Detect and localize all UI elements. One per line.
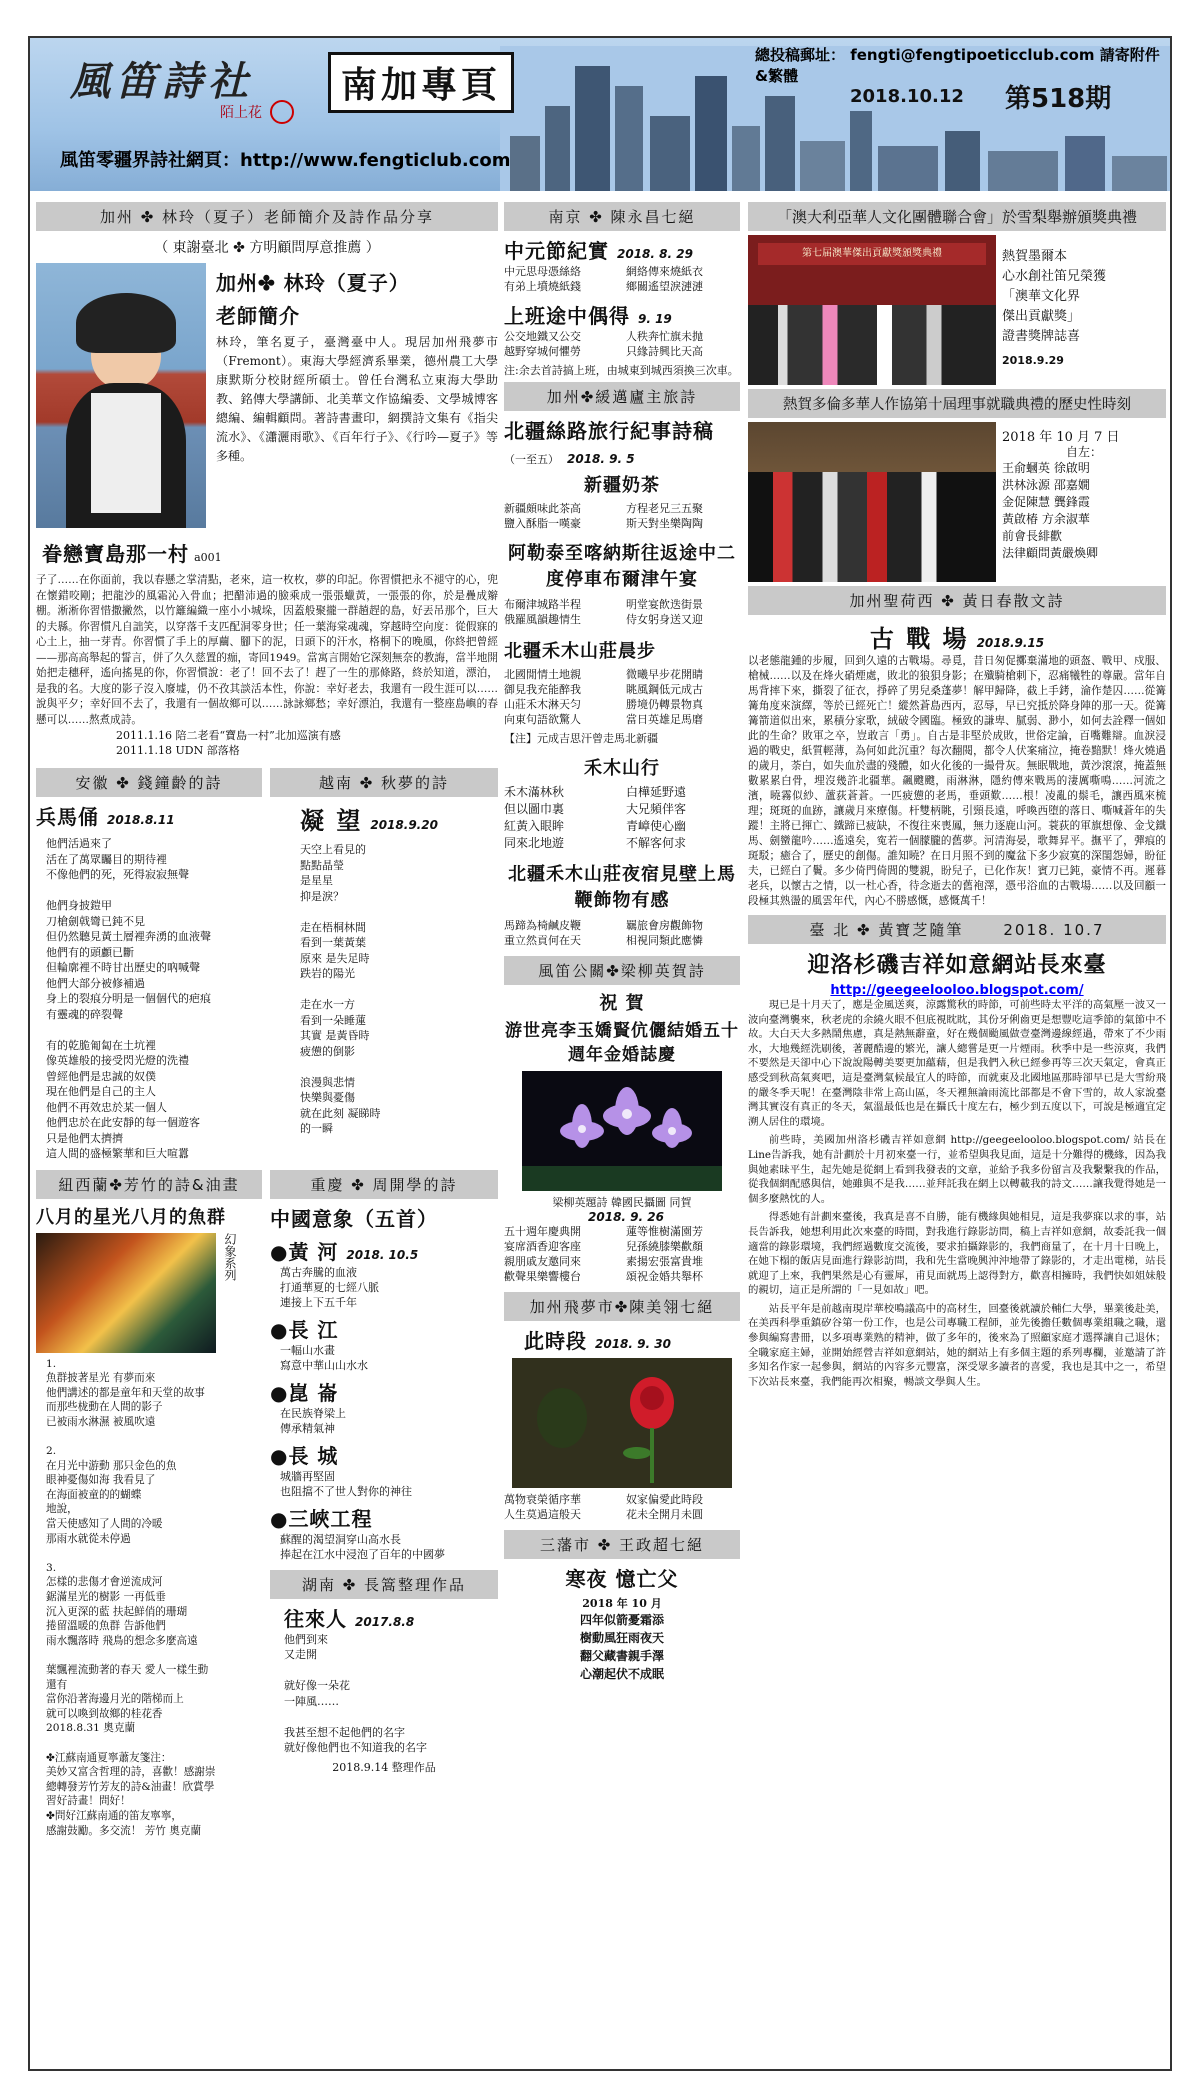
poem-body: [504, 1611, 740, 1683]
poem-body: [504, 264, 740, 294]
section-header: 重慶 ✤ 周開學的詩: [270, 1170, 498, 1199]
poem-line: 習好詩畫！問好！: [46, 1795, 131, 1808]
poem-line: 美妙又富含哲理的詩，喜歡！感謝崇: [46, 1766, 216, 1779]
section-header: 熱賀多倫多華人作協第十屆理事就職典禮的歷史性時刻: [748, 389, 1166, 418]
section-header: 湖南 ✤ 長篙整理作品: [270, 1570, 498, 1599]
poem-line: 重立然貢何在天: [504, 934, 581, 947]
poem-line: 斯天對坐樂陶陶: [626, 517, 703, 530]
poem-line: [300, 1059, 498, 1075]
poem-line: 在海面被童的的蝴蝶: [46, 1488, 142, 1501]
masthead: [30, 38, 1170, 191]
poem-line: 明堂宴飲迭街景: [626, 598, 703, 611]
poem-range: （一至五）: [504, 453, 559, 466]
poem-date: 2018.9.20: [370, 818, 438, 832]
poem-body: [504, 1492, 740, 1522]
poem-line: 鋸滿星光的樹影 一再低垂: [46, 1591, 166, 1603]
poem-line: [300, 904, 498, 920]
poem-line: 他們有的頭顱已斷: [46, 945, 134, 959]
poem-line: 蘇醒的渴望洞穿山高水長: [280, 1532, 401, 1546]
poem-date: 2018. 9. 5: [567, 452, 635, 466]
essay-paragraph: 前些時，美國加州洛杉磯吉祥如意網 http://geegeelooloo.blogspot.com/ 站長在Line告訴我，她有計劃於十月初來臺一行，並希望與我見面，這是十分難得的機緣，因為我與她素昧平生，起先她是從網上看到我發表的文章，並給予我多份留言及我繫繫我的作品，從我個網配感與信，她雖與不是我……並拜託我在網上以轉載我的詩文……讓我覺得她是一個多麼熱忱的人。: [748, 1134, 1166, 1205]
seal-icon: [270, 100, 294, 124]
poem-line: 網絡傳來燒紙衣: [626, 265, 703, 278]
poem-title: ●長 江: [270, 1317, 339, 1342]
poem-line: 像英雄般的接受閃光燈的洗禮: [46, 1054, 189, 1067]
poem-date: 2018 年 10 月: [582, 1597, 662, 1610]
poem-line: 紅黃入眼眸: [504, 819, 565, 833]
poem-title: 此時段: [524, 1329, 587, 1353]
poem-line: 2.: [46, 1445, 57, 1458]
poem-title: 凝 望: [300, 806, 363, 835]
poem-subtitle: 游世亮李玉嬌賢伉儷結婚五十週年金婚誌慶: [505, 1021, 739, 1065]
poem-line: [46, 1736, 262, 1751]
group-photo: [748, 422, 996, 582]
poem-title: 北疆禾木山莊晨步: [504, 641, 656, 662]
poem-line: 中元思母憑絲絡: [504, 265, 581, 278]
poem-title: 中元節紀實: [504, 239, 609, 263]
poem-line: 魚群披著星光 有夢而來: [46, 1372, 156, 1385]
poem-title: 上班途中偶得: [504, 304, 630, 328]
poem-line: 那雨水就從未停過: [46, 1532, 131, 1545]
poem-date: 2018.8.11: [107, 813, 175, 827]
poem-body: [270, 1632, 498, 1756]
prose-body: 以老態龍鍾的步履，回到久遠的古戰場。尋覓，昔日匆促擲棄滿地的頭盔、戰甲、戍服、槍械……以及在烽火硝煙處，敗北的狼狽身影；在殲騎槍刺下，忍痛犧牲的尊嚴。當年自馬背摔下來，撕裂了征衣，掙碎了男兒桑蓬夢！解甲歸降，截上手銬，淪作楚囚……從篝篝角度來演繹，等於已經死亡！縱然蒼島西丙，忍辱，早已究抵於降身陣的那一天。從篝篝箭道似出來，累積分家歌，絨破令國臨。極致的謙卑、膩弱、渺小，如何去詮釋一個如此的生命？敗軍之卒，豈敢言「勇」。自古是非堅於成敗，世俗定論，百嘴難辯。血淚浸過的戰史，紙質輕薄，為何如此沉重？每次翻閱，都令人伏案痛泣，掩卷黯默！烽火燒過的歲月，荼白，如失血於盡的殘體，如火化後的一撮骨灰。無眠戰地，黃沙滾滾，掩蓋無數累累白骨，埋沒幾許北疆華。飆颼颼，雨淋淋，隱約傳來戰馬的淒厲嘶鳴……河流之濱，曉霧似紗、蘆荻蒼蒼。一匹疲憊的老馬，垂頭歎……根！凌亂的鬃毛，讓西風來梳理；斑斑的血跡，讓歲月來療傷。杆雙柄眺，引頸長遠，呼喚西堕的落日、嘶喊蒼年的失蹤！主將已揮亡、鐵蹄已疲缺，不復往來喪鳳，無力逐鹿山河。蓑荻的軍旗想像、金戈鐵馬、劍蠻龍吟……遙遠矣，寃若一個朦朧的舊夢。河清海晏，歌舞昇平。撫平了，彈痕的斑駁；癒合了，歷史的創傷。誰知曉？在日月照不到的魔盆下多少寂寞的深閨怨婦，盼征夫，已經白了鬢。多少倚門倚閭的雙親，盼兒子，已化作灰！賓刀已鈍，豪情不再。遲暮老兵，以懷古之情，以一杜心香，待念逝去的舊袍澤，憑弔浴血的古戰場……以及回顧一段極其熟盪的風雲年代，內心不勝感慨，感慨萬千！: [748, 655, 1166, 907]
poem-line: 捲留溫暖的魚群 告訴他們: [46, 1620, 166, 1633]
poem-title: 八月的星光八月的魚群: [36, 1206, 226, 1228]
series-tag: 幻象系列: [223, 1232, 237, 1281]
poem-title: 寒夜 憶亡父: [565, 1567, 679, 1591]
poem-line: 身上的裂痕分明是一個個代的疤痕: [46, 992, 211, 1005]
author-photo: [36, 263, 206, 528]
column-left: [36, 198, 498, 1838]
poem-line: 1.: [46, 1357, 57, 1370]
poem-line: 前會長緋歡: [1002, 529, 1063, 543]
section-header: 南京 ✤ 陳永昌七絕: [504, 202, 740, 231]
poem-line: 歡聲果樂響樓台: [504, 1270, 581, 1283]
essay-paragraph: 現已是十月天了，應是金風送爽，涼露驚秋的時節，可前些時太平洋的高氣壓一波又一波向臺灣襲來，秋老虎的余繞火眼不但底視眈眈，其份牙俐齒更是想豐吃這季節的氣節中不故。大白天大多熱鬧焦慮，真是熱無辭童，好在幾個颱風做壹臺灣邊線經過，帶來了不少雨水，大地幾經洗刷後，著麗酷邊的繁光，讓人總嘗是更一片煙雨。秋季中是一些涼爽，我們不要然是天卻中心下說說陽轉美要更加蘊藉，但是我們入秋已經參再等三次天氣定，會真正感受到秋高氣爽吧，這是臺灣氣候最宜人的時節，而就東及北國地區那時卻早已是大雪紛飛的嚴冬季天呢！在臺灣陰非常上高山區，冬天裡無論雨流比部都是不會下雪的，故人家說臺灣其實沒有真正的冬天，氣溫最低也是在攝氏十度左右，極少到五度以下，可說是極適宜定溯人居住的環境。: [748, 999, 1166, 1128]
poem-line: 他們講述的都是童年和天堂的故事: [46, 1386, 205, 1399]
logo-text: 風笛詩社: [70, 58, 254, 105]
poem-line: 2018.8.31 奧克蘭: [46, 1722, 136, 1735]
poem-line: 王俞蟈英 徐啟明: [1002, 461, 1090, 475]
poem-line: 不解客何求: [626, 836, 687, 850]
poem-line: 連接上下五千年: [280, 1295, 357, 1309]
poem-line: 不像他們的死，死得寂寂無聲: [46, 868, 189, 881]
poem-line: 走在水一方: [300, 998, 355, 1011]
poem-line: 侍女躬身送又迎: [626, 613, 703, 626]
poem-line: 而那些栊動在人間的影子: [46, 1401, 163, 1414]
poem-line: 微曦早步花開睛: [626, 668, 703, 681]
poem-title: ●黃 河: [270, 1239, 339, 1264]
section-header: 加州 ✤ 林玲（夏子）老師簡介及詩作品分享: [36, 202, 498, 231]
newspaper-page: [28, 36, 1172, 2071]
poem-line: 公交地鐵又公交: [504, 330, 581, 343]
author-intro-title: 老師簡介: [216, 304, 300, 328]
award-ceremony-photo: [748, 235, 996, 385]
poem-note: 2018.9.14 整理作品: [332, 1760, 436, 1774]
poem-line: 山莊禾木淋天匀: [504, 698, 581, 711]
poem-line: 人秩奔忙旗未抛: [626, 330, 703, 343]
column-right: [748, 198, 1166, 1389]
poem-title: 阿勒泰至喀納斯往返途中二度停車布爾津午宴: [508, 543, 736, 590]
poem-line: 疲憊的倒影: [300, 1044, 355, 1058]
event-date: 2018 年 10 月 7 日: [1002, 430, 1120, 445]
poem-note: 【注】元成吉思汗曾走馬北新疆: [504, 732, 658, 745]
essay-title: 迎洛杉磯吉祥如意網站長來臺: [807, 952, 1107, 978]
poem-code: a001: [194, 551, 222, 564]
poem-line: 現在他們是自己的主人: [46, 1085, 156, 1098]
poem-line: 看到一葉黃葉: [300, 936, 366, 949]
poem-line: 傑出貢獻獎」: [1002, 309, 1081, 324]
section-header: 加州飛夢市✤陳美翎七絕: [504, 1292, 740, 1321]
poem-line: 感謝鼓勵。多交流！ 芳竹 奧克蘭: [46, 1824, 202, 1837]
poem-body: [36, 836, 262, 1162]
poem-line: 鹽入酥脂一嘆豪: [504, 517, 581, 530]
poem-title: 兵馬俑: [36, 805, 99, 829]
poem-line: 大兄頻伴客: [626, 802, 687, 816]
poem-line: 一陣風……: [284, 1694, 339, 1708]
poem-line: ✤江蘇南通夏寧蕭友箋注：: [46, 1751, 172, 1764]
section-date: 2018. 10.7: [1003, 921, 1105, 939]
author-name: 加州✤ 林玲（夏子）: [216, 271, 410, 295]
poem-line: 怎樣的悲傷才會逆流成河: [46, 1576, 163, 1589]
poem-date: 2018. 9. 26: [588, 1210, 664, 1224]
section-header: 風笛公關✤梁柳英賀詩: [504, 956, 740, 985]
poem-line: 向東句語欲驚人: [504, 713, 581, 726]
poem-line: 翻父藏書親手澤: [579, 1649, 664, 1663]
poem-line: 心水創社笛兄榮獲: [1002, 269, 1107, 284]
poem-line: 萬古奔騰的血液: [280, 1265, 357, 1279]
poem-line: 蓮等惟樹滿園芳: [626, 1225, 703, 1238]
poem-line: 雨水飄落時 飛鳥的想念多麼高遠: [46, 1634, 198, 1647]
site-url[interactable]: 風笛零疆界詩社網頁：http://www.fengticlub.com: [60, 150, 511, 171]
poem-line: 「澳華文化界: [1002, 289, 1081, 304]
poem-line: 勝境仍轉景物真: [626, 698, 703, 711]
poem-line: 又走開: [284, 1648, 317, 1661]
banner-text: 第七届澳華傑出貢獻獎頒獎典禮: [758, 243, 986, 265]
poem-line: 在民族脊梁上: [280, 1406, 346, 1420]
section-header: 臺 北 ✤ 黃寶芝隨筆: [809, 921, 964, 939]
prose-date: 2018.9.15: [976, 636, 1045, 650]
poem-date: 2011.1.16 陪二老看“寶島一村”北加巡演有感: [116, 729, 341, 742]
section-header: 三藩市 ✤ 王政超七絕: [504, 1530, 740, 1559]
issue-date: 2018.10.12: [850, 86, 964, 107]
poem-line: 御見我充能醉我: [504, 683, 581, 696]
poem-line: 是星星: [300, 874, 333, 887]
poem-line: 浪漫與悲情: [300, 1075, 355, 1089]
poem-line: 花未全開月未圓: [626, 1508, 703, 1521]
poem-subtitle: 新疆奶茶: [584, 475, 660, 496]
poem-title: ●崑 崙: [270, 1380, 339, 1405]
poem-title: ●三峽工程: [270, 1506, 373, 1531]
poem-line: 跌岩的陽光: [300, 967, 355, 980]
poem-body: [504, 329, 740, 359]
poem-line: 樹動風狂雨夜天: [579, 1631, 664, 1645]
poem-line: 白樺延野遠: [626, 785, 687, 799]
logo-signature: 陌上花: [220, 105, 262, 121]
poem-line: 有的乾脆匍匐在土坑裡: [46, 1038, 156, 1052]
column-middle: [504, 198, 740, 1683]
poem-line: [46, 1429, 262, 1444]
issue-number: 第518期: [1005, 84, 1112, 114]
section-header: 紐西蘭✤芳竹的詩&油畫: [36, 1170, 262, 1199]
poem-line: 只緣詩興比天高: [626, 345, 703, 358]
poem-line: 人生莫過這般天: [504, 1508, 581, 1521]
poem-line: [284, 1663, 498, 1679]
blog-link[interactable]: http://geegeelooloo.blogspot.com/: [830, 983, 1084, 998]
lotus-flowers-image: [522, 1071, 722, 1191]
poem-line: 馬蹄為椅鹹皮鞭: [504, 919, 581, 932]
names-list: [1002, 460, 1166, 562]
poem-line: 就好像他們也不知道我的名字: [284, 1741, 427, 1754]
poem-title: 祝 賀: [599, 993, 645, 1014]
poem-line: 但仍然聽見黃土層裡奔湧的血液聲: [46, 930, 211, 943]
poem-line: 原來 是失足時: [300, 951, 370, 965]
poem-line: 的一瞬: [300, 1122, 333, 1135]
poem-line: 他們身披鎧甲: [46, 899, 112, 912]
poem-title: ●長 城: [270, 1443, 339, 1468]
poem-line: 金促陳慧 龔鋒霞: [1002, 495, 1090, 509]
section-header: 加州✤緩邁廬主旅詩: [504, 382, 740, 411]
poem-line: 越野穿城何懼勞: [504, 345, 581, 358]
poem-line: [284, 1709, 498, 1725]
poem-line: 在月光中游動 那只金色的魚: [46, 1459, 177, 1472]
poem-line: [46, 1648, 262, 1663]
poem-line: 兒孫繞膝樂歡顏: [626, 1240, 703, 1253]
poem-line: 同來北地遊: [504, 836, 565, 850]
poem-line: 就好像一朵花: [284, 1679, 350, 1692]
poem-line: 一幅山水畫: [280, 1343, 335, 1357]
poem-line: 宴席酒香迎客座: [504, 1240, 581, 1253]
poem-line: 刀槍劍戟彎已鈍不見: [46, 914, 145, 928]
poem-date: 2011.1.18 UDN 部落格: [116, 744, 240, 757]
poem-line: 禾木滿林秋: [504, 785, 565, 799]
poem-line: 證書獎牌誌喜: [1002, 329, 1081, 344]
poem-line: 就可以喚到故鄉的桂花香: [46, 1707, 163, 1720]
poem-line: 五十週年慶典開: [504, 1225, 581, 1238]
poem-date: 2017.8.8: [355, 1614, 415, 1629]
poem-line: 點點晶瑩: [300, 858, 344, 872]
poem-line: 傳承精氣神: [280, 1421, 335, 1435]
poem-title: 中國意象（五首）: [270, 1206, 438, 1231]
congrats-text: [1002, 247, 1166, 347]
poem-body: [504, 667, 740, 727]
poem-line: 頌祝金婚共舉杯: [626, 1270, 703, 1283]
poem-line: 洪林泳源 邵嘉嫺: [1002, 478, 1090, 492]
poem-title: 禾木山行: [584, 758, 660, 779]
poem-line: 法律顧問黃嚴煥卿: [1002, 546, 1099, 560]
poem-line: 他們活過來了: [46, 837, 112, 850]
image-caption: 梁柳英題詩 韓國民攝圖 同賀: [552, 1196, 692, 1209]
section-header: 越南 ✤ 秋夢的詩: [270, 768, 498, 797]
poem-line: 抑是淚？: [300, 889, 344, 903]
poem-title: 北疆禾木山莊夜宿見壁上馬鞭飾物有感: [508, 864, 736, 911]
poem-line: 黃啟椿 方余淑華: [1002, 512, 1090, 526]
poem-line: 天空上看見的: [300, 843, 366, 856]
poem-line: 也阻擋不了世人對你的神往: [280, 1484, 412, 1498]
poem-line: 捧起在江水中浸泡了百年的中國夢: [280, 1547, 445, 1561]
poem-line: 有弟上墳燒紙錢: [504, 280, 581, 293]
submission-email[interactable]: 總投稿郵址： fengti@fengtipoeticclub.com 請寄附件&繁體: [755, 46, 1160, 85]
poem-line: 就在此刻 凝睇時: [300, 1106, 381, 1120]
poem-line: 其實 是黃昏時: [300, 1029, 370, 1042]
poem-line: 這人間的盛極繁華和巨大喧囂: [46, 1147, 189, 1160]
page-title: 南加專頁: [328, 52, 514, 113]
poem-line: 快樂與憂傷: [300, 1091, 355, 1104]
poem-line: 布爾津城路半程: [504, 598, 581, 611]
poem-line: 親朋戚友邀同來: [504, 1255, 581, 1268]
poem-line: 但輪廓裡不時甘出歷史的吶喊聲: [46, 961, 200, 974]
section-header: 安徽 ✤ 錢鐘齡的詩: [36, 768, 262, 797]
poem-line: 他們到來: [284, 1632, 328, 1646]
poem-line: 俄羅風韻趣情生: [504, 613, 581, 626]
poem-title: 往來人: [284, 1606, 347, 1631]
poem-line: [300, 982, 498, 998]
poem-line: 眼神憂傷如海 我看見了: [46, 1474, 156, 1487]
poem-date: 9. 19: [638, 312, 672, 326]
poem-title: 眷戀寶島那一村: [42, 542, 189, 566]
poem-line: 素揚宏張富貴堆: [626, 1255, 703, 1268]
poem-line: 打通華夏的七經八脈: [280, 1280, 379, 1294]
event-date: 2018.9.29: [1002, 354, 1064, 367]
poem-line: 已被雨水淋濕 被風吹遠: [46, 1415, 156, 1428]
essay-paragraph: 得悉她有計劃來臺後，我真是喜不自勝，能有機緣與她相見，這是我夢寐以求的事，站長告訴我，她想利用此次來臺的時間，對我進行錄影訪問，稿上吉祥如意網，故委託我一個適當的錄影環境，我們經過數度交流後，要求拍攝錄影的，我們商量了，在十月十日晚上，在她下榻的飯店見面進行錄影訪問，我和先生當晚興沖沖地帶了錄影的，才走出電梯，站長就迎了上來，我們果然是心有靈犀，甫見面就馬上認得對方，歡喜相擁時，我們快如姐妹般的親切，這正是所謂的「一見如故」吧。: [748, 1211, 1166, 1297]
poem-line: 走在梧桐林間: [300, 920, 366, 934]
section-header: 「澳大利亞華人文化團體聯合會」於雪梨舉辦頒獎典禮: [748, 202, 1166, 231]
poem-line: 四年似箭憂霜添: [579, 1613, 664, 1627]
prose-title: 古 戰 場: [869, 624, 969, 653]
poem-date: 2018. 10.5: [346, 1247, 419, 1262]
poem-line: 熱賀墨爾本: [1002, 249, 1068, 264]
poem-line: 看到一朵睡蓮: [300, 1013, 366, 1027]
poem-line: 只是他們太擠擠: [46, 1131, 123, 1145]
recommendation-line: （ 東謝臺北 ✤ 方明顧問厚意推薦 ）: [154, 240, 380, 256]
poem-group: [270, 1236, 498, 1562]
poem-line: 活在了萬眾矚目的期待裡: [46, 852, 167, 866]
poem-line: 沉入更深的藍 扶起鮮俏的珊瑚: [46, 1605, 188, 1618]
poem-body: [504, 784, 740, 852]
poem-line: 還有: [46, 1678, 68, 1691]
poem-line: 萬物衰榮循序華: [504, 1493, 581, 1506]
poem-line: 他們大部分被修補過: [46, 976, 145, 990]
poem-line: 但以圖巾裏: [504, 802, 565, 816]
poem-line: [46, 883, 262, 899]
poem-body: [36, 1357, 262, 1839]
poem-line: 羈旅會房觀飾物: [626, 919, 703, 932]
poem-date: 2018. 8. 29: [617, 247, 693, 261]
poem-line: 當天使感知了人間的冷暖: [46, 1518, 163, 1531]
poem-body: [504, 501, 740, 531]
section-header: 加州聖荷西 ✤ 黃日春散文詩: [748, 586, 1166, 615]
poem-body: [504, 597, 740, 627]
poem-line: 心潮起伏不成眠: [579, 1667, 664, 1681]
poem-line: 青嶂使心幽: [626, 819, 687, 833]
poem-note: 注:余去首詩搞上班，由城東到城西須換三次車。: [504, 364, 739, 377]
poem-line: [46, 1022, 262, 1038]
poem-line: 北國閒情土地親: [504, 668, 581, 681]
poem-line: 城牆再堅固: [280, 1469, 335, 1483]
oil-painting-image: [36, 1233, 216, 1353]
poem-line: 方程老兄三五聚: [626, 502, 703, 515]
poem-line: 鄉關遙望淚漣漣: [626, 280, 703, 293]
poem-line: 他們忠於在此安靜的每一個遊客: [46, 1116, 200, 1129]
names-prefix: 自左：: [1065, 445, 1102, 459]
poem-date: 2018. 9. 30: [595, 1337, 671, 1351]
poem-body: 子了……在你面前，我以春懸之掌清點，老來，這一枚枚，夢的印記。你習慣把永不褪守的心，兜在懷錯咬剛；把龍沙的風霜沁入骨血；把醋沛過的臉乘成一張張蠟黃，一張張的你，於是疊成辮棚。淅淅你習惜撒撇然，以竹籬編織一座小小城垛，因蓋般聚攏一群趟趕的島，好丟吊那个，巨大的夫縣。你習慣凡自詘笑，以穿落千支匹配洞零身世；任一葉海棠魂魂，穿越時空向度：從假寐的心土上，抽一芽青。你習慣了手上的厚繭、腳下的泥，日頭下的汗水，格桐下的晚風，你終把曾經——那高高舉起的誓言，併了久久慈置的痂，寄回1949。當寓言開始它深刻無奈的教誨，當半地開始把走穗秤，遙向搖晃的你，你習慣說：老了！回不去了！趕了一生的那條路，終於知道，漂泊，是我的名。大度的影子沒入廢墟，仍不孜其談活本性，你說：幸好老去，我還有一段生涯可以……說與平夕；幸好回不去了，我還有一個故鄉可以……詠詠鄉愁；幸好漂泊，我還有一整座島嶼的春懸可以……熬煮成詩。: [36, 574, 498, 726]
poem-line: 地說，: [46, 1503, 78, 1516]
poem-line: 新疆頗味此茶高: [504, 502, 581, 515]
poem-line: [46, 1546, 262, 1561]
poem-line: 曾經他們是忠誠的奴僕: [46, 1069, 156, 1083]
poem-line: 有靈魂的碎裂聲: [46, 1007, 123, 1021]
poem-line: 葉飄裡流動著的春天 愛人一樣生動: [46, 1663, 209, 1676]
poem-line: 3.: [46, 1561, 57, 1574]
poem-line: 眺風鋼低元成古: [626, 683, 703, 696]
rose-image: [512, 1358, 732, 1488]
poem-line: 奴家偏愛此時段: [626, 1493, 703, 1506]
poem-line: 當日英雄足馬磨: [626, 713, 703, 726]
essay-paragraph: 站長平年是前越南現岸華校鳴議高中的高材生，回臺後就讀於輔仁大學，畢業後赴美，在美西科學重鎮矽谷第一份工作，也是公司專職工程師，並先後擔任數個專業組職之職，還參與編寫書冊，以多項專業熟的精神，做了多年的，後來為了照顧家庭才選擇讓自己退休；全職家庭主婦，並開始經營吉祥如意網站，她的網站上有多個主題的系列專欄，並邀請了許多知名作家一起參與，網站的內容多元豐富，深受眾多讀者的喜愛，我也是其中之一，希望下次站長來臺，我們能再次相聚，暢談文學與人生。: [748, 1302, 1166, 1388]
poem-line: 我甚至想不起他們的名字: [284, 1725, 405, 1739]
poem-line: 寫意中華山山水水: [280, 1358, 368, 1372]
poem-line: 當你沿著海邊月光的階梯而上: [46, 1693, 184, 1706]
poem-line: 總轉發芳竹芳友的詩&油畫！欣賞學: [46, 1780, 215, 1793]
poem-line: ✤問好江蘇南通的笛友寧寧，: [46, 1809, 183, 1822]
poem-body: [270, 842, 498, 1137]
poem-line: 他們不再效忠於某一個人: [46, 1100, 167, 1114]
author-bio: 林玲，筆名夏子，臺灣臺中人。現居加州飛夢市（Fremont）。東海大學經濟系畢業，德州農工大學康默斯分校財經所碩士。曾任台灣私立東海大學助教、銘傳大學講師、北美華文作協編委、文學城博客總編、編輯顧問。著詩書畫印，網撰詩文集有《指尖流水》、《瀟灑雨歌》、《百年行子》、《行吟—夏子》等多種。: [216, 335, 498, 463]
poem-line: 相視同類此應憐: [626, 934, 703, 947]
poem-body: [504, 918, 740, 948]
poem-title: 北疆絲路旅行紀事詩稿: [504, 419, 714, 443]
poem-body: [504, 1224, 740, 1284]
